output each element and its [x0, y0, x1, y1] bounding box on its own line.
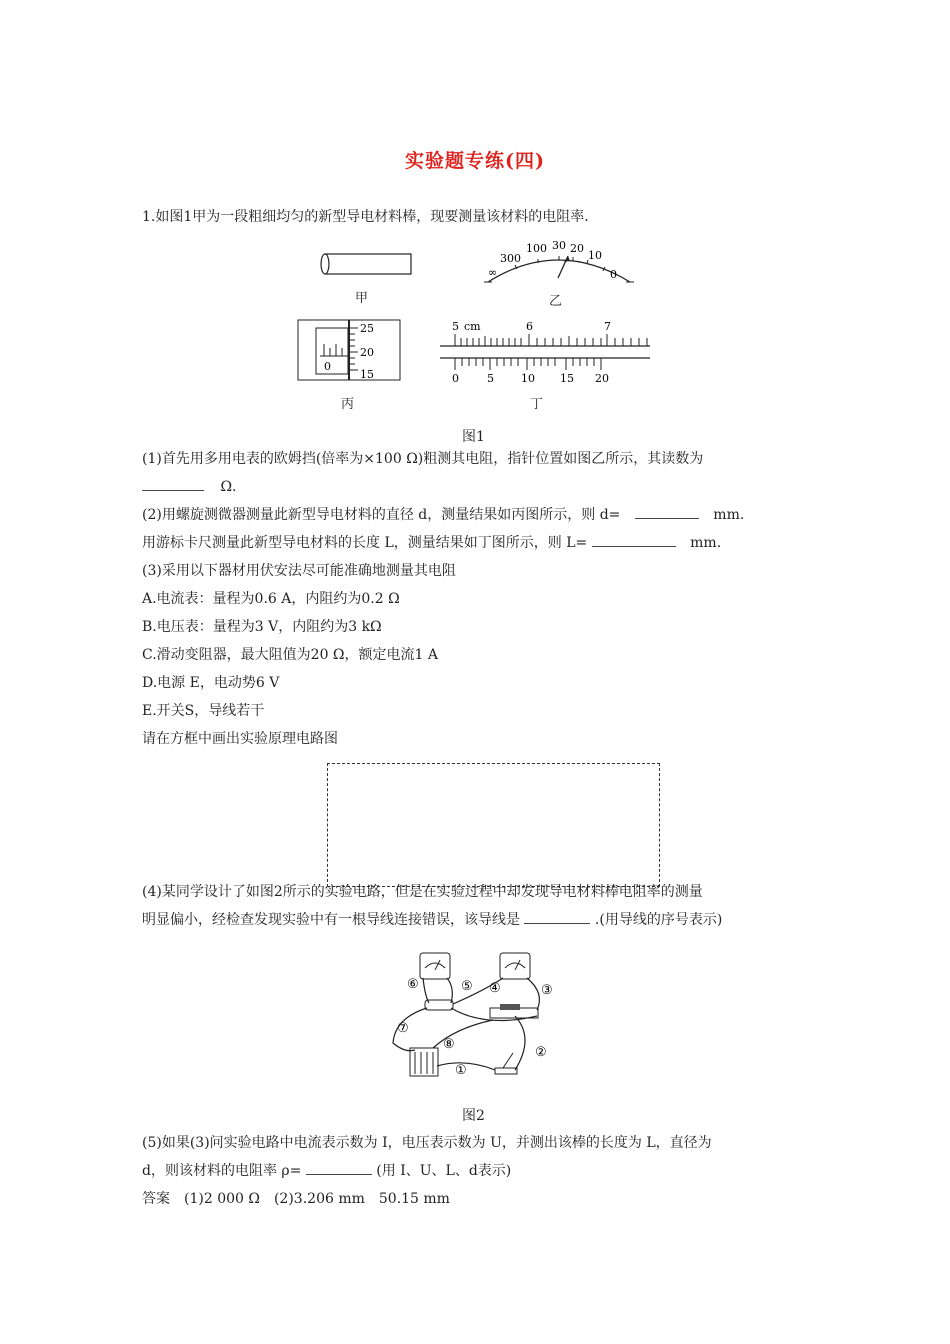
- page-title: 实验题专练(四): [405, 150, 545, 172]
- part-5b-text: d，则该材料的电阻率 ρ=: [142, 1163, 302, 1179]
- caliper-vernier-0: 0: [452, 372, 459, 385]
- part-2a-line: [142, 505, 744, 525]
- ohm-scale-300: 300: [500, 252, 521, 265]
- part-4b-text: 明显偏小，经检查发现实验中有一根导线连接错误，该导线是: [142, 912, 520, 928]
- option-d: D.电源 E，电动势6 V: [142, 675, 280, 691]
- question-1-intro: 1.如图1甲为一段粗细均匀的新型导电材料棒，现要测量该材料的电阻率.: [142, 209, 589, 225]
- option-c: C.滑动变阻器，最大阻值为20 Ω，额定电流1 A: [142, 647, 439, 663]
- micrometer-thimble-20: 20: [360, 346, 374, 359]
- ohm-scale-0: 0: [610, 268, 617, 281]
- answer-text: 答案 (1)2 000 Ω (2)3.206 mm 50.15 mm: [142, 1191, 450, 1207]
- part-2a-unit: mm.: [713, 507, 745, 523]
- wire-4: ④: [489, 981, 501, 996]
- wire-3: ③: [541, 983, 553, 998]
- part-1-unit: Ω.: [220, 479, 237, 495]
- answer-blank-4[interactable]: [524, 911, 590, 924]
- answer-blank-5[interactable]: [306, 1162, 372, 1175]
- ohm-scale-30: 30: [552, 239, 566, 252]
- answer-blank-1[interactable]: [142, 478, 204, 491]
- part-4b-hint: .(用导线的序号表示): [594, 912, 723, 928]
- label-ding: 丁: [530, 397, 544, 412]
- caliper-main-7: 7: [604, 320, 611, 333]
- label-bing: 丙: [341, 397, 355, 412]
- ohm-scale-100: 100: [526, 242, 547, 255]
- micrometer-thimble-25: 25: [360, 322, 374, 335]
- part-3b-text: 请在方框中画出实验原理电路图: [142, 731, 338, 747]
- wire-8: ⑧: [443, 1037, 455, 1052]
- caliper-vernier-ticks: [455, 358, 601, 370]
- part-5b-line: [142, 1161, 511, 1181]
- wire-2: ②: [535, 1045, 547, 1060]
- part-4b-line: [142, 910, 722, 930]
- caliper-main-ticks: [455, 334, 647, 346]
- caliper-vernier-20: 20: [595, 372, 609, 385]
- rod-figure: [320, 251, 420, 277]
- part-1-answer-line: [142, 477, 237, 497]
- caliper-vernier-15: 15: [560, 372, 574, 385]
- answer-blank-2b[interactable]: [592, 534, 676, 547]
- option-e: E.开关S，导线若干: [142, 703, 265, 719]
- caliper-main-6: 6: [526, 320, 533, 333]
- caliper-vernier-10: 10: [521, 372, 535, 385]
- wire-1: ①: [455, 1063, 467, 1078]
- ohm-scale-inf: ∞: [488, 266, 498, 279]
- voltmeter: [500, 953, 530, 979]
- battery: [410, 1048, 438, 1076]
- ohm-scale-20: 20: [570, 242, 584, 255]
- wire-7: ⑦: [397, 1021, 409, 1036]
- ohm-scale-10: 10: [588, 249, 602, 262]
- micrometer-thimble-15: 15: [360, 368, 374, 381]
- label-yi: 乙: [549, 294, 563, 309]
- part-3-text: (3)采用以下器材用伏安法尽可能准确地测量其电阻: [142, 563, 456, 579]
- wire-5: ⑤: [461, 979, 473, 994]
- wire-6: ⑥: [407, 977, 419, 992]
- part-4-text: (4)某同学设计了如图2所示的实验电路，但是在实验过程中却发现导电材料棒电阻率的测量: [142, 884, 703, 900]
- option-b: B.电压表：量程为3 V，内阻约为3 kΩ: [142, 619, 382, 635]
- ohmmeter-dial: [480, 238, 640, 298]
- option-a: A.电流表：量程为0.6 A，内阻约为0.2 Ω: [142, 591, 400, 607]
- part-5-text: (5)如果(3)问实验电路中电流表示数为 I，电压表示数为 U，并测出该棒的长度为 L，直径为: [142, 1135, 712, 1151]
- vernier-caliper-figure: [438, 318, 658, 388]
- caliper-vernier-5: 5: [487, 372, 494, 385]
- part-1-text: (1)首先用多用电表的欧姆挡(倍率为×100 Ω)粗测其电阻，指针位置如图乙所示，其读数为: [142, 451, 704, 467]
- circuit-apparatus-figure: [385, 948, 560, 1083]
- part-2b-line: [142, 533, 721, 553]
- part-2b-text: 用游标卡尺测量此新型导电材料的长度 L，测量结果如丁图所示，则 L=: [142, 535, 588, 551]
- material-rod: [425, 1000, 453, 1010]
- micrometer-main-0: 0: [324, 360, 331, 373]
- part-5b-hint: (用 I、U、L、d表示): [376, 1163, 512, 1179]
- caliper-main-5: 5: [452, 320, 459, 333]
- answer-blank-2a[interactable]: [635, 506, 699, 519]
- circuit-drawing-box[interactable]: [327, 763, 660, 887]
- switch: [495, 1068, 517, 1074]
- label-jia: 甲: [355, 291, 369, 306]
- part-2b-unit: mm.: [690, 535, 722, 551]
- figure-1-caption: 图1: [462, 429, 485, 445]
- caliper-main-unit: cm: [464, 320, 481, 333]
- figure-2-caption: 图2: [462, 1108, 485, 1124]
- ammeter: [420, 953, 450, 979]
- part-2a-text: (2)用螺旋测微器测量此新型导电材料的直径 d，测量结果如丙图所示，则 d=: [142, 507, 621, 523]
- micrometer-figure: [298, 318, 403, 383]
